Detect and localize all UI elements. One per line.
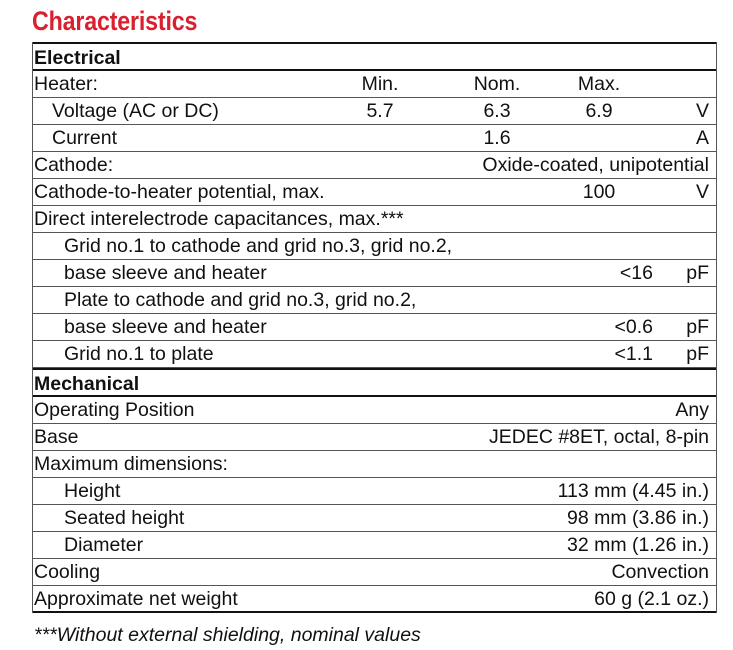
value: 32 mm (1.26 in.) [567, 534, 709, 556]
value-min: 5.7 [366, 100, 394, 122]
value: Convection [611, 561, 709, 583]
row-label: Grid no.1 to cathode and grid no.3, grid no.2, [64, 235, 453, 257]
characteristics-table [32, 42, 717, 613]
table-row [32, 559, 717, 586]
row-label: Current [52, 127, 118, 149]
table-row [32, 532, 717, 559]
table-row [32, 341, 717, 368]
value: <16 [619, 262, 653, 284]
unit: pF [686, 262, 709, 284]
value: 60 g (2.1 oz.) [594, 588, 709, 610]
table-row [32, 586, 717, 613]
column-header-nom: Nom. [473, 73, 521, 95]
row-label: Height [64, 480, 121, 502]
table-row [32, 260, 717, 287]
table-row [32, 206, 717, 233]
row-label: Operating Position [34, 399, 195, 421]
row-label: Seated height [64, 507, 185, 529]
unit: pF [686, 316, 709, 338]
value: 100 [582, 181, 616, 203]
footnote: ***Without external shielding, nominal values [34, 624, 421, 646]
unit: V [695, 181, 709, 203]
table-left-border [32, 42, 33, 613]
page-title: Characteristics [32, 6, 198, 36]
row-label: Cathode-to-heater potential, max. [34, 181, 325, 203]
section-header-mechanical [32, 368, 717, 397]
table-row [32, 98, 717, 125]
row-label: base sleeve and heater [64, 262, 267, 284]
row-label: Direct interelectrode capacitances, max.*** [34, 208, 404, 230]
row-label: Approximate net weight [34, 588, 238, 610]
value-nom: 6.3 [483, 100, 511, 122]
column-header-min: Min. [361, 73, 399, 95]
table-row [32, 314, 717, 341]
section-header-electrical [32, 42, 717, 71]
value: <0.6 [614, 316, 653, 338]
row-label: Grid no.1 to plate [64, 343, 214, 365]
row-label: Diameter [64, 534, 144, 556]
table-row [32, 152, 717, 179]
row-label: base sleeve and heater [64, 316, 267, 338]
unit: V [695, 100, 709, 122]
table-row [32, 478, 717, 505]
table-row [32, 179, 717, 206]
row-label: Plate to cathode and grid no.3, grid no.2, [64, 289, 417, 311]
value-nom: 1.6 [483, 127, 511, 149]
section-title: Mechanical [34, 373, 140, 395]
value: JEDEC #8ET, octal, 8-pin [488, 426, 709, 448]
table-row [32, 71, 717, 98]
table-row [32, 424, 717, 451]
value-max: 6.9 [585, 100, 613, 122]
table-right-border [716, 42, 717, 613]
section-title: Electrical [34, 47, 121, 69]
value: Oxide-coated, unipotential [482, 154, 709, 176]
table-row [32, 125, 717, 152]
unit: pF [686, 343, 709, 365]
value: <1.1 [614, 343, 653, 365]
table-row [32, 451, 717, 478]
row-label: Voltage (AC or DC) [52, 100, 219, 122]
row-label: Cooling [34, 561, 101, 583]
column-header-max: Max. [577, 73, 621, 95]
value: 98 mm (3.86 in.) [567, 507, 709, 529]
table-row [32, 287, 717, 314]
row-label: Cathode: [34, 154, 114, 176]
row-label: Base [34, 426, 79, 448]
value: Any [675, 399, 709, 421]
table-row [32, 505, 717, 532]
value: 113 mm (4.45 in.) [557, 480, 709, 502]
unit: A [695, 127, 709, 149]
table-row [32, 233, 717, 260]
row-label: Heater: [34, 73, 98, 95]
table-row [32, 397, 717, 424]
row-label: Maximum dimensions: [34, 453, 228, 475]
